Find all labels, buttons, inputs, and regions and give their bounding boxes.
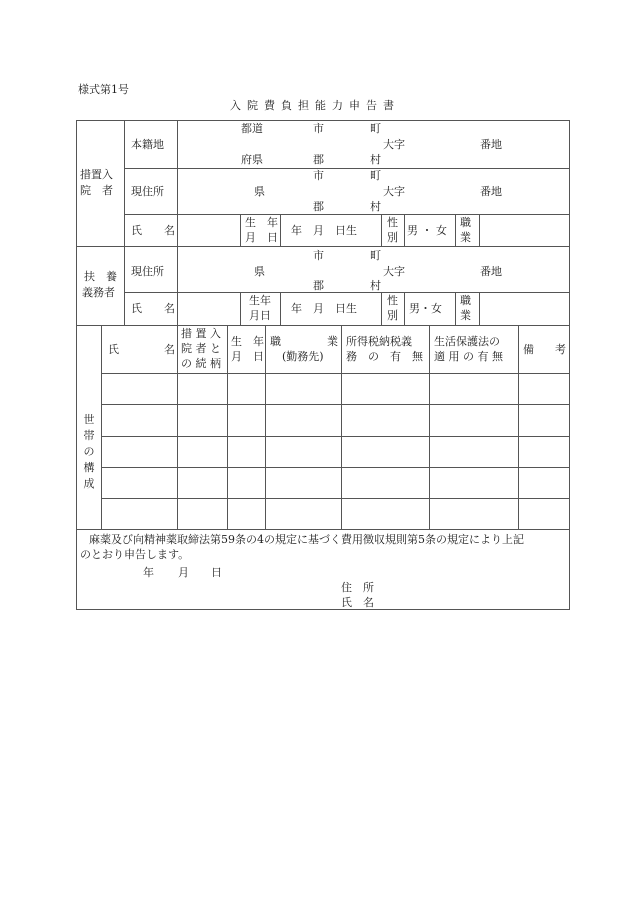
- addr-todo: 都道: [241, 122, 263, 135]
- hh-header-welfare-1: 生活保護法の: [434, 335, 500, 348]
- addr2-gun: 郡: [313, 200, 324, 213]
- honseki-label: 本籍地: [131, 138, 164, 151]
- guardian-label-line1: 扶 養: [84, 270, 117, 283]
- form-title: 入院費負担能力申告書: [230, 99, 400, 112]
- patient-label-line1: 措置入: [80, 168, 113, 181]
- hh-header-job-b: 業: [327, 335, 338, 348]
- addr2-oaza: 大字: [383, 185, 405, 198]
- patient-birth-label-1: 生 年: [245, 216, 278, 229]
- addr3-shi: 市: [313, 249, 324, 262]
- guardian-job-label-2: 業: [460, 309, 471, 322]
- addr3-gun: 郡: [313, 279, 324, 292]
- hh-header-birth-1: 生 年: [231, 335, 264, 348]
- hh-header-remarks-a: 備: [523, 343, 534, 356]
- guardian-sex-label-2: 別: [387, 309, 398, 322]
- addr2-banchi: 番地: [480, 185, 502, 198]
- addr2-shi: 市: [313, 169, 324, 182]
- hh-header-tax-1: 所得税納税義: [346, 335, 412, 348]
- patient-sex-label-2: 別: [387, 231, 398, 244]
- patient-label-line2: 院 者: [80, 184, 113, 197]
- addr-banchi: 番地: [480, 138, 502, 151]
- form-number: 様式第1号: [78, 83, 129, 96]
- hh-header-relation-2: 院 者 と: [181, 342, 221, 355]
- guardian-sex-value: 男・女: [409, 302, 442, 315]
- hh-header-relation-1: 措 置 入: [181, 327, 221, 340]
- addr-mura: 村: [370, 153, 381, 166]
- guardian-sex-label-1: 性: [387, 294, 398, 307]
- guardian-label-line2: 義務者: [82, 286, 115, 299]
- guardian-birth-label-1: 生年: [249, 294, 271, 307]
- addr2-machi: 町: [370, 169, 381, 182]
- applicant-address-label: 住 所: [341, 581, 374, 594]
- addr-machi: 町: [370, 122, 381, 135]
- hh-header-tax-2: 務 の 有 無: [346, 350, 423, 363]
- addr-shi: 市: [313, 122, 324, 135]
- addr2-mura: 村: [370, 200, 381, 213]
- hh-header-name-a: 氏: [108, 343, 119, 356]
- patient-job-label-1: 職: [460, 216, 471, 229]
- genjusho-label: 現住所: [131, 185, 164, 198]
- guardian-name-label: 氏 名: [131, 302, 175, 315]
- addr3-machi: 町: [370, 249, 381, 262]
- hh-header-name-b: 名: [164, 343, 175, 356]
- patient-birth-label-2: 月 日: [245, 231, 278, 244]
- addr3-banchi: 番地: [480, 265, 502, 278]
- addr-oaza: 大字: [383, 138, 405, 151]
- patient-sex-value: 男 ・ 女: [407, 224, 447, 237]
- hh-header-birth-2: 月 日: [231, 350, 264, 363]
- date-year: 年: [143, 566, 154, 579]
- hh-header-job-2: (勤務先): [282, 350, 324, 363]
- patient-birth-value: 年 月 日生: [291, 224, 357, 237]
- addr3-mura: 村: [370, 279, 381, 292]
- guardian-birth-value: 年 月 日生: [291, 302, 357, 315]
- hh-side-label: 世 帯 の 構 成: [83, 413, 95, 490]
- date-day: 日: [211, 566, 222, 579]
- hh-header-job-a: 職: [270, 335, 281, 348]
- hh-header-relation-3: の 続 柄: [181, 357, 221, 370]
- declaration-line1: 麻薬及び向精神薬取締法第59条の4の規定に基づく費用徴収規則第5条の規定により上記: [89, 533, 524, 546]
- addr-gun: 郡: [313, 153, 324, 166]
- addr3-oaza: 大字: [383, 265, 405, 278]
- patient-name-label: 氏 名: [131, 224, 175, 237]
- guardian-job-label-1: 職: [460, 294, 471, 307]
- hh-header-welfare-2: 適 用 の 有 無: [434, 350, 503, 363]
- addr2-ken: 県: [254, 185, 265, 198]
- addr3-ken: 県: [254, 265, 265, 278]
- hh-header-remarks-b: 考: [555, 343, 566, 356]
- patient-job-label-2: 業: [460, 231, 471, 244]
- declaration-line2: のとおり申告します。: [80, 548, 190, 561]
- addr-fuken: 府県: [241, 153, 263, 166]
- date-month: 月: [178, 566, 189, 579]
- guardian-birth-label-2: 月日: [249, 309, 271, 322]
- patient-sex-label-1: 性: [387, 216, 398, 229]
- guardian-genjusho-label: 現住所: [131, 265, 164, 278]
- applicant-name-label: 氏 名: [341, 596, 374, 609]
